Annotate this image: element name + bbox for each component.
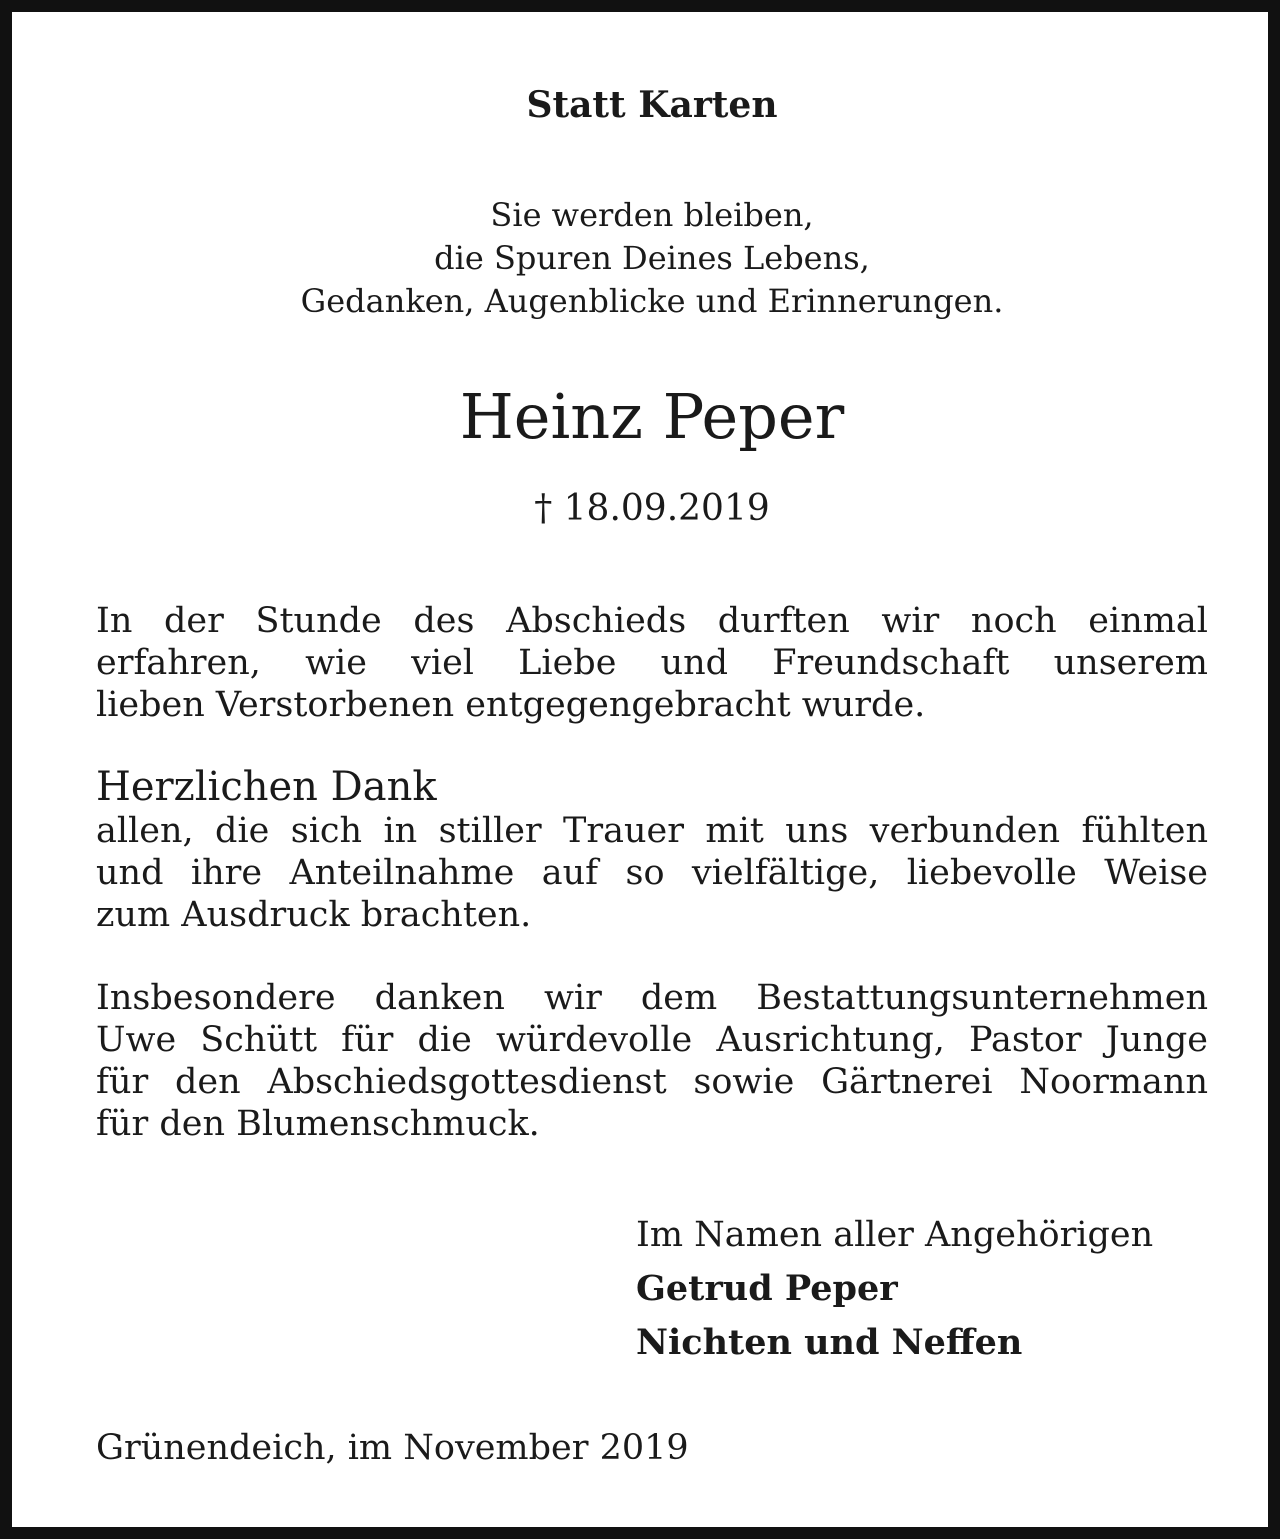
paragraph-farewell <box>96 600 1208 726</box>
signoff <box>636 1208 1153 1370</box>
text-line: und ihre Anteilnahme auf so vielfältige, liebevolle Weise <box>96 853 1208 893</box>
signoff-name: Getrud Peper <box>636 1268 898 1309</box>
thanks-heading: Herzlichen Dank <box>96 764 437 810</box>
signoff-intro: Im Namen aller Angehörigen <box>636 1215 1154 1255</box>
poem <box>12 194 1280 323</box>
text-line: erfahren, wie viel Liebe und Freundschaft unserem <box>96 643 1208 683</box>
paragraph-thanks <box>96 810 1208 936</box>
text-line: Uwe Schütt für die würdevolle Ausrichtung, Pastor Junge <box>96 1020 1208 1060</box>
text-line: In der Stunde des Abschieds durften wir noch einmal <box>96 601 1208 641</box>
deceased-name: Heinz Peper <box>459 380 845 453</box>
place-and-date: Grünendeich, im November 2019 <box>96 1428 689 1468</box>
poem-line: die Spuren Deines Lebens, <box>434 239 870 277</box>
text-line: Insbesondere danken wir dem Bestattungsunternehmen <box>96 978 1208 1018</box>
poem-line: Gedanken, Augenblicke und Erinnerungen. <box>300 282 1004 320</box>
poem-line: Sie werden bleiben, <box>490 196 814 234</box>
paragraph-special-thanks <box>96 977 1208 1145</box>
notice-header: Statt Karten <box>526 84 778 126</box>
signoff-name: Nichten und Neffen <box>636 1322 1023 1363</box>
death-date: † 18.09.2019 <box>534 488 770 529</box>
text-line: lieben Verstorbenen entgegengebracht wurde. <box>96 685 926 725</box>
text-line: für den Blumenschmuck. <box>96 1104 540 1144</box>
text-line: allen, die sich in stiller Trauer mit uns verbunden fühlten <box>96 811 1208 851</box>
text-line: für den Abschiedsgottesdienst sowie Gärtnerei Noormann <box>96 1062 1208 1102</box>
text-line: zum Ausdruck brachten. <box>96 895 532 935</box>
